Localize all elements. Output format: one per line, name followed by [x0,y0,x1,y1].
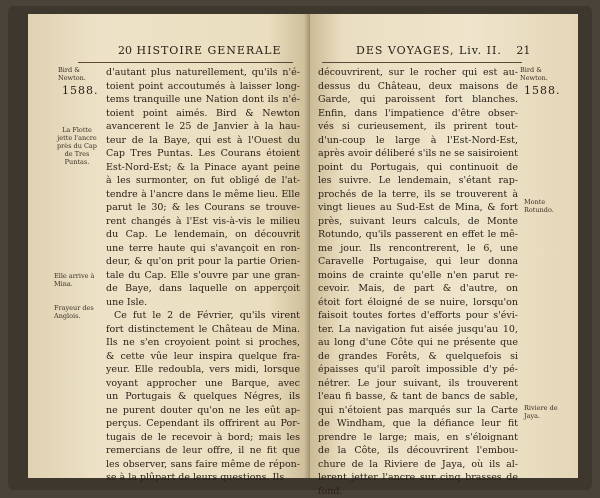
text-line: les suivre. Le lendemain, s'étant rap- [318,174,518,188]
text-line: l'eau fi basse, & tant de bancs de sable, [318,390,518,404]
text-line: les observer, sans faire même de répon- [106,458,300,472]
left-header-rule [78,62,293,63]
left-year: 1588. [62,84,99,97]
text-line: faisoit toutes fortes d'efforts pour s'évi- [318,309,518,323]
text-line: moins de crainte qu'elle n'en parut re- [318,269,518,283]
text-line: à les surmonter, on fut obligé de l'at- [106,174,300,188]
text-line: lerent jetter l'ancre sur cinq brasses de [318,471,518,485]
text-line: cevoir. Mais, de part & d'autre, on [318,282,518,296]
text-line: remercians de leur offre, il ne fit que [106,444,300,458]
text-line: yeur. Elle redoubla, vers midi, lorsque [106,363,300,377]
text-line: chure de la Riviere de Jaya, où ils al- [318,458,518,472]
text-line: Rotundo, qu'ils passerent en effet le mê- [318,228,518,242]
right-body-text [318,66,518,498]
text-line: se à la plûpart de leurs questions. Ils [106,471,300,485]
text-line: Cap Tres Puntas. Les Courans étoient [106,147,300,161]
left-running-head-title: HISTOIRE GENERALE [137,44,282,57]
text-line: ter. La navigation fut aisée jusqu'au 10, [318,323,518,337]
text-line: Est-Nord-Est; & la Pinace ayant peine [106,161,300,175]
text-line: de Baye, dans laquelle on apperçoit [106,282,300,296]
margin-note-jaya: Riviere de Jaya. [524,404,568,420]
text-line: nétrer. Le jour suivant, ils trouverent [318,377,518,391]
right-running-head-title: DES VOYAGES, Liv. II. [356,44,502,57]
text-line: deur, & qu'on prit pour la partie Orien- [106,255,300,269]
text-line: fond. [318,485,518,498]
text-line: au long d'une Côte qui ne présente que [318,336,518,350]
text-line: prendre le large; mais, en s'éloignant [318,431,518,445]
text-line: qui n'étoient pas marqués sur la Carte [318,404,518,418]
text-line: Ils ne s'en croyoient point si proches, [106,336,300,350]
text-line: Caravelle Portugaise, qui leur donna [318,255,518,269]
margin-note-monte-rotundo: Monte Rotundo. [524,198,568,214]
text-line: teur de la Baye, qui est à l'Ouest du [106,134,300,148]
left-margin-top: Bird & Newton. [58,66,106,82]
margin-note-mina: Elle arrive à Mina. [54,272,100,288]
text-line: étoit fort éloigné de se nuire, lorsqu'on [318,296,518,310]
text-line: vés si curieusement, ils prirent tout- [318,120,518,134]
text-line: épaisses qu'il paroît impossible d'y pé- [318,363,518,377]
text-line: Garde, qui paroissent fort blanches. [318,93,518,107]
text-line: Enfin, dans l'impatience d'être obser- [318,107,518,121]
text-line: avancerent le 25 de Janvier à la hau- [106,120,300,134]
text-line: vingt lieues au Sud-Est de Mina, & fort [318,201,518,215]
text-line: tugais de le recevoir à bord; mais les [106,431,300,445]
margin-note-frayeur: Frayeur des Anglois. [54,304,100,320]
text-line: un Portugais & quelques Négres, ils [106,390,300,404]
text-line: dessus du Château, deux maisons de [318,80,518,94]
right-year: 1588. [524,84,561,97]
text-line: découvrirent, sur le rocher qui est au- [318,66,518,80]
text-line: une Isle. [106,296,300,310]
text-line: d'un-coup le large à l'Est-Nord-Est, [318,134,518,148]
text-line: me jour. Ils rencontrerent, le 6, une [318,242,518,256]
text-line: Ce fut le 2 de Février, qu'ils virent [106,309,300,323]
left-body-text [106,66,300,485]
right-running-head [356,44,530,57]
text-line: & cette vûe leur inspira quelque fra- [106,350,300,364]
text-line: tendre à l'ancre dans le même lieu. Elle [106,188,300,202]
text-line: voyant approcher une Barque, avec [106,377,300,391]
text-line: tems tranquille une Nation dont ils n'é- [106,93,300,107]
right-page [310,14,578,478]
margin-note-flotte: La Flotte jette l'ancre près du Cap de Tres Puntas. [54,126,100,166]
text-line: toient point aimés. Bird & Newton [106,107,300,121]
text-line: parut le 30; & les Courans se trouve- [106,201,300,215]
left-running-head [118,44,282,57]
right-page-number: 21 [516,44,530,57]
text-line: point du Portugais, qui continuoit de [318,161,518,175]
text-line: de grandes Forêts, & quelquefois si [318,350,518,364]
text-line: prochés de la terre, ils se trouverent à [318,188,518,202]
text-line: après avoir déliberé s'ils ne se saisiroient [318,147,518,161]
right-margin-top: Bird & Newton. [520,66,568,82]
text-line: fort distinctement le Château de Mina. [106,323,300,337]
text-line: rent changés à l'Est vis-à-vis le milieu [106,215,300,229]
text-line: d'autant plus naturellement, qu'ils n'é- [106,66,300,80]
text-line: de Windham, que la défiance leur fit [318,417,518,431]
left-page-number: 20 [118,44,132,57]
text-line: de la Côte, ils découvrirent l'embou- [318,444,518,458]
text-line: tale du Cap. Elle s'ouvre par une gran- [106,269,300,283]
left-page [28,14,310,478]
text-line: une terre haute qui s'avançoit en ron- [106,242,300,256]
text-line: perçus. Cependant ils offrirent au Por- [106,417,300,431]
text-line: du Cap. Le lendemain, on découvrit [106,228,300,242]
open-book [8,6,592,490]
text-line: toient point accoutumés à laisser long- [106,80,300,94]
text-line: près, suivant leurs calculs, de Monte [318,215,518,229]
text-line: ne purent douter qu'on ne les eût ap- [106,404,300,418]
right-header-rule [322,62,522,63]
